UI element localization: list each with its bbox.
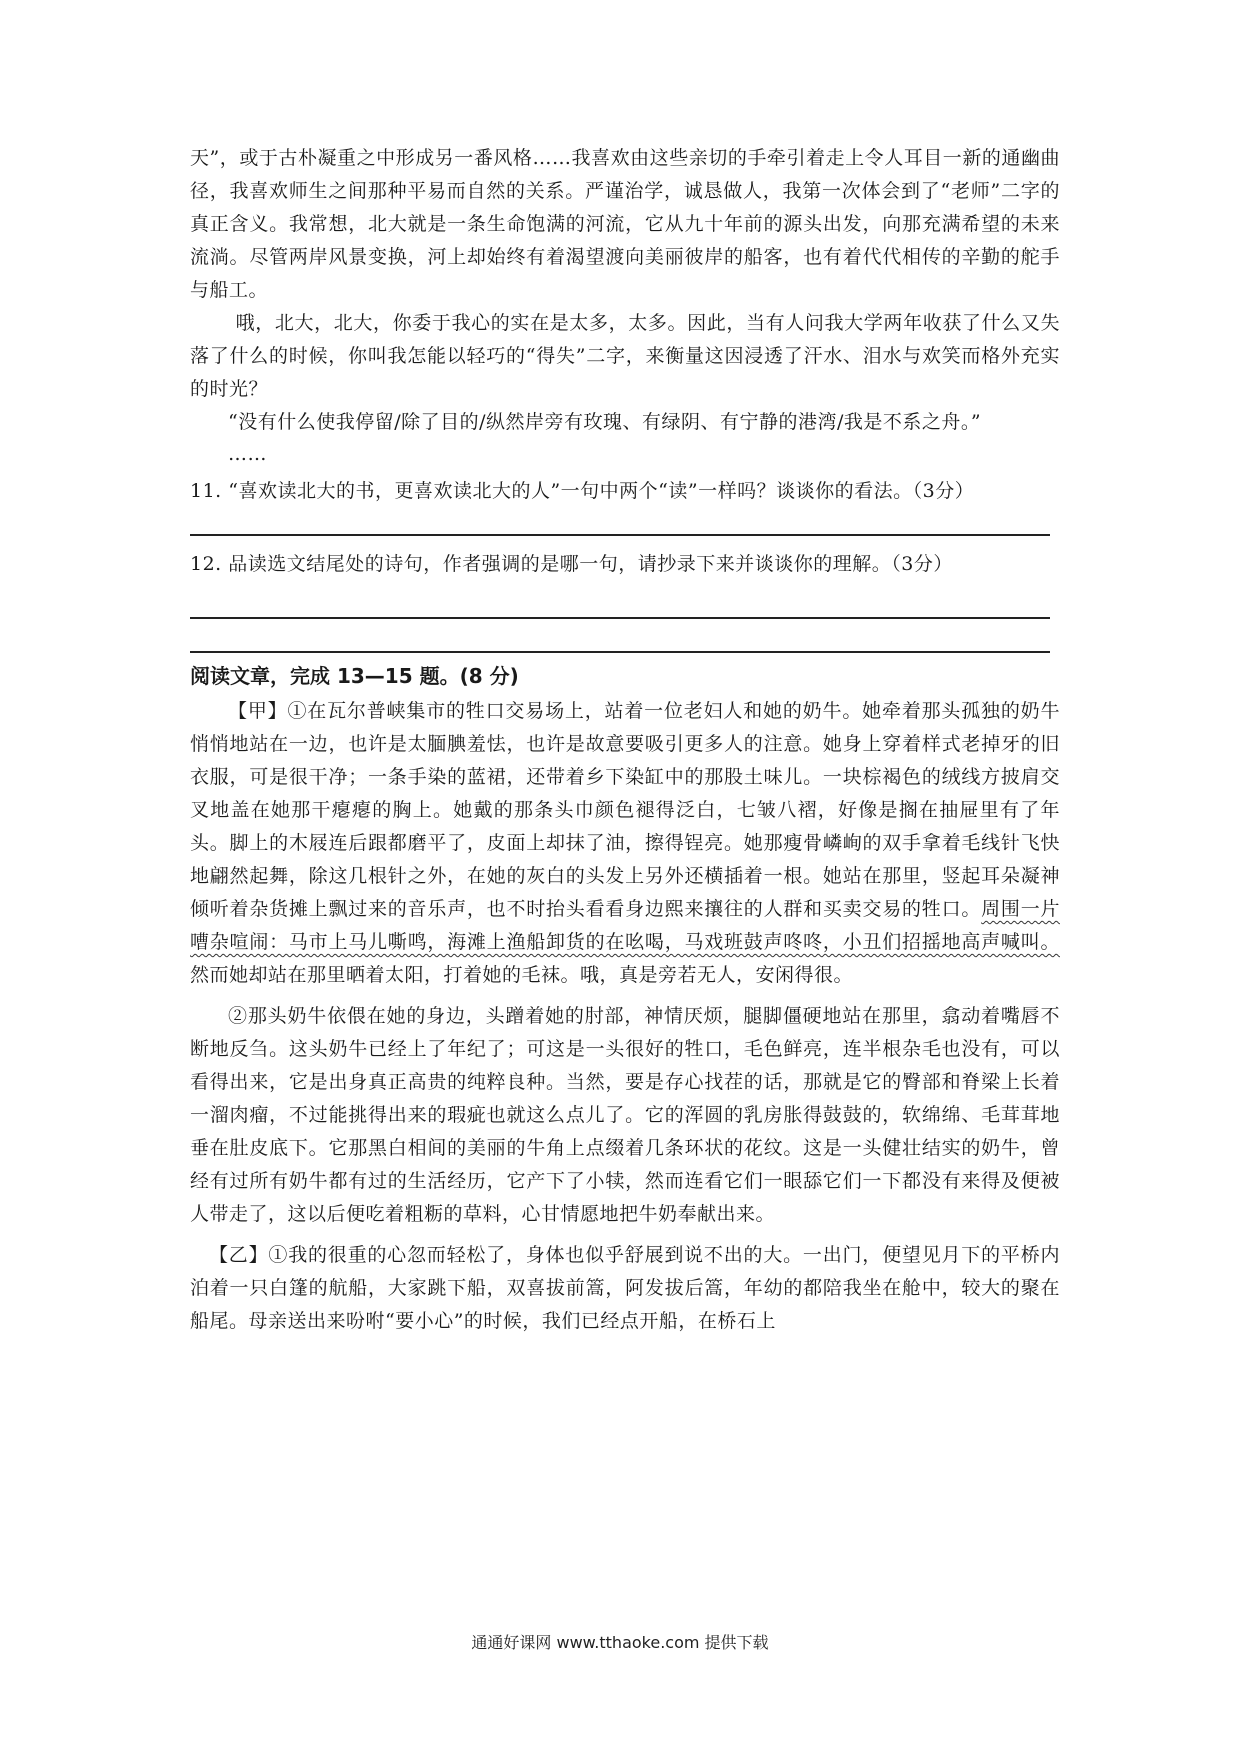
answer-line-12b[interactable] <box>190 651 1050 653</box>
passage-top-paragraph-2: 哦，北大，北大，你委于我心的实在是太多，太多。因此，当有人问我大学两年收获了什么又失落了什么的时候，你叫我怎能以轻巧的“得失”二字，来衡量这因浸透了汗水、泪水与欢笑而格外充实的时光？ <box>190 312 1060 400</box>
jia-p1-wavy-underlined: 周围一片嘈杂喧闹：马市上马儿嘶鸣，海滩上渔船卸货的在吆喝，马戏班鼓声咚咚，小丑们招摇地高声喊叫。 <box>190 898 1060 953</box>
passage-top-paragraph-1: 天”，或于古朴凝重之中形成另一番风格……我喜欢由这些亲切的手牵引着走上令人耳目一新的通幽曲径，我喜欢师生之间那种平易而自然的关系。严谨治学，诚恳做人，我第一次体会到了“老师”二字的真正含义。我常想，北大就是一条生命饱满的河流，它从九十年前的源头出发，向那充满希望的未来流淌。尽管两岸风景变换，河上却始终有着渴望渡向美丽彼岸的船客，也有着代代相传的辛勤的舵手与船工。 <box>190 147 1060 301</box>
answer-line-11[interactable] <box>190 534 1050 536</box>
passage-top-ellipsis: …… <box>228 443 267 465</box>
passage-yi-paragraph-1: 【乙】①我的很重的心忽而轻松了，身体也似乎舒展到说不出的大。一出门，便望见月下的平桥内泊着一只白篷的航船，大家跳下船，双喜拔前篙，阿发拔后篙，年幼的都陪我坐在舱中，较大的聚在船尾。母亲送出来吩咐“要小心”的时候，我们已经点开船，在桥石上 <box>190 1244 1060 1332</box>
question-11: 11. “喜欢读北大的书，更喜欢读北大的人”一句中两个“读”一样吗？谈谈你的看法。（3分） <box>190 480 975 502</box>
page-footer: 通通好课网 www.tthaoke.com 提供下载 <box>471 1633 769 1652</box>
passage-top-poem: “没有什么使我停留/除了目的/纵然岸旁有玫瑰、有绿阴、有宁静的港湾/我是不系之舟。” <box>228 411 982 433</box>
document-page <box>190 142 1060 1338</box>
question-12: 12. 品读选文结尾处的诗句，作者强调的是哪一句，请抄录下来并谈谈你的理解。（3分） <box>190 553 953 575</box>
jia-p1-text-b: 然而她却站在那里晒着太阳，打着她的毛袜。哦，真是旁若无人，安闲得很。 <box>190 964 854 986</box>
passage-jia-paragraph-2: ②那头奶牛依偎在她的身边，头蹭着她的肘部，神情厌烦，腿脚僵硬地站在那里，翕动着嘴唇不断地反刍。这头奶牛已经上了年纪了；可这是一头很好的牲口，毛色鲜亮，连半根杂毛也没有，可以看得出来，它是出身真正高贵的纯粹良种。当然，要是存心找茬的话，那就是它的臀部和脊梁上长着一溜肉瘤，不过能挑得出来的瑕疵也就这么点儿了。它的浑圆的乳房胀得鼓鼓的，软绵绵、毛茸茸地垂在肚皮底下。它那黑白相间的美丽的牛角上点缀着几条环状的花纹。这是一头健壮结实的奶牛，曾经有过所有奶牛都有过的生活经历，它产下了小犊，然而连看它们一眼舔它们一下都没有来得及便被人带走了，这以后便吃着粗粝的草料，心甘情愿地把牛奶奉献出来。 <box>190 1005 1060 1225</box>
section-heading: 阅读文章，完成 13—15 题。(8 分) <box>190 664 519 688</box>
passage-jia-paragraph-1 <box>190 695 1060 992</box>
jia-p1-text-a: 【甲】①在瓦尔普峡集市的牲口交易场上，站着一位老妇人和她的奶牛。她牵着那头孤独的奶牛悄悄地站在一边，也许是太腼腆羞怯，也许是故意要吸引更多人的注意。她身上穿着样式老掉牙的旧衣服，可是很干净；一条手染的蓝裙，还带着乡下染缸中的那股土味儿。一块棕褐色的绒线方披肩交叉地盖在她那干瘪瘪的胸上。她戴的那条头巾颜色褪得泛白，七皱八褶，好像是搁在抽屉里有了年头。脚上的木屐连后跟都磨平了，皮面上却抹了油，擦得锃亮。她那瘦骨嶙峋的双手拿着毛线针飞快地翩然起舞，除这几根针之外，在她的灰白的头发上另外还横插着一根。她站在那里，竖起耳朵凝神倾听着杂货摊上飘过来的音乐声，也不时抬头看看身边熙来攘往的人群和买卖交易的牲口。 <box>190 700 1060 920</box>
